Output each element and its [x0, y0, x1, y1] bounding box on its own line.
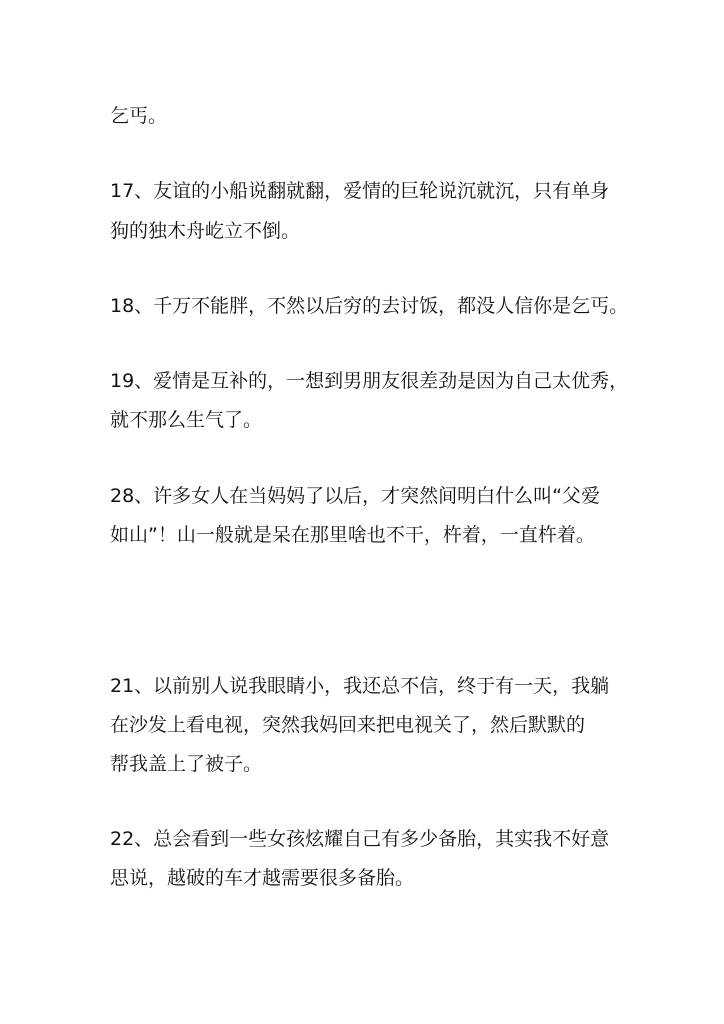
text-line: 狗的独木舟屹立不倒。 — [110, 220, 301, 242]
text-line: 21、以前别人说我眼睛小，我还总不信，终于有一天，我躺 — [110, 675, 610, 697]
text-line: 在沙发上看电视，突然我妈回来把电视关了，然后默默的 — [110, 714, 586, 736]
text-line: 19、爱情是互补的，一想到男朋友很差劲是因为自己太优秀， — [110, 370, 629, 392]
text-line: 18、千万不能胖，不然以后穷的去讨饭，都没人信你是乞丐。 — [110, 295, 629, 317]
text-line: 乞丐。 — [110, 105, 168, 127]
text-line: 思说，越破的车才越需要很多备胎。 — [110, 867, 415, 889]
text-line: 22、总会看到一些女孩炫耀自己有多少备胎，其实我不好意 — [110, 828, 610, 850]
text-line: 帮我盖上了被子。 — [110, 753, 263, 775]
text-line: 17、友谊的小船说翻就翻，爱情的巨轮说沉就沉，只有单身 — [110, 180, 610, 202]
text-line: 如山”！山一般就是呆在那里啥也不干，杵着，一直杵着。 — [110, 524, 595, 546]
text-line: 就不那么生气了。 — [110, 409, 263, 431]
text-line: 28、许多女人在当妈妈了以后，才突然间明白什么叫“父爱 — [110, 485, 601, 507]
